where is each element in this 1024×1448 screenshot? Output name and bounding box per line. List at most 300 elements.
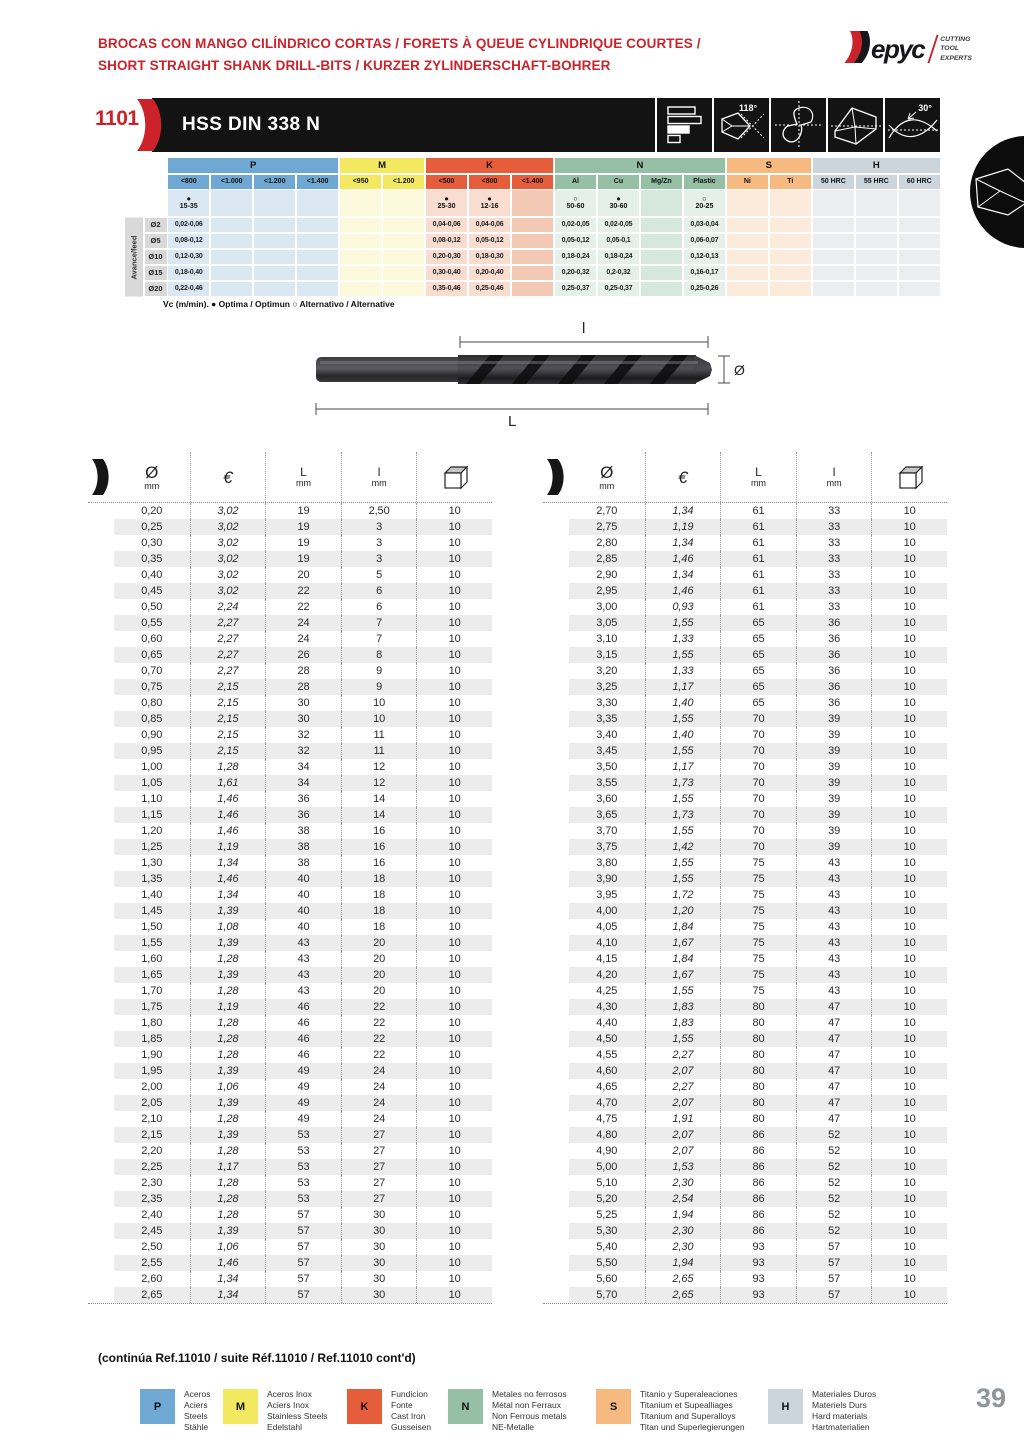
legend-label: Gusseisen <box>391 1422 432 1433</box>
cell-diameter: 4,25 <box>596 985 618 997</box>
cell-flute-length: 47 <box>796 999 872 1015</box>
feed-value-cell <box>340 266 381 281</box>
cell-price: 1,17 <box>645 759 721 775</box>
red-chevron-icon <box>137 99 166 156</box>
cell-flute-length: 39 <box>796 775 872 791</box>
legend-label: Aciers <box>184 1400 208 1411</box>
price-row <box>569 1255 947 1271</box>
banner-tech-icons <box>655 98 940 152</box>
cell-pack-qty: 10 <box>871 695 947 711</box>
cell-diameter: 2,00 <box>141 1081 163 1093</box>
legend-swatch-S: S <box>596 1389 631 1424</box>
feed-value-cell <box>899 250 940 265</box>
price-row <box>569 1271 947 1287</box>
diameter-unit: mm <box>599 480 615 491</box>
cell-diameter: 1,95 <box>141 1065 163 1077</box>
material-subheader: 55 HRC <box>856 175 897 189</box>
cell-flute-length: 52 <box>796 1143 872 1159</box>
cell-price: 1,39 <box>190 1127 266 1143</box>
cell-total-length: 65 <box>720 695 796 711</box>
cell-pack-qty: 10 <box>871 1047 947 1063</box>
cell-flute-length: 11 <box>341 727 417 743</box>
price-row <box>114 807 492 823</box>
price-row <box>114 727 492 743</box>
feed-value-cell: 0,06-0,07 <box>684 234 725 249</box>
cell-pack-qty: 10 <box>416 1191 492 1207</box>
cell-price: 2,07 <box>645 1127 721 1143</box>
price-row <box>569 583 947 599</box>
material-group-header: M <box>340 158 424 173</box>
cell-diameter: 2,05 <box>141 1097 163 1109</box>
cutting-speed-cell <box>254 190 295 216</box>
feed-value-cell <box>512 234 553 249</box>
cell-price: 2,15 <box>190 695 266 711</box>
cell-pack-qty: 10 <box>871 903 947 919</box>
cell-price: 2,24 <box>190 599 266 615</box>
cell-flute-length: 57 <box>796 1239 872 1255</box>
cutting-speed-cell <box>383 190 424 216</box>
cell-price: 1,46 <box>190 1255 266 1271</box>
price-row <box>114 887 492 903</box>
price-row <box>114 951 492 967</box>
cross-section-icon <box>769 98 826 152</box>
material-legend <box>0 1389 1024 1441</box>
price-row <box>114 551 492 567</box>
cell-pack-qty: 10 <box>416 551 492 567</box>
cell-price: 1,17 <box>645 679 721 695</box>
cutting-speed-cell <box>813 190 854 216</box>
cell-diameter: 0,65 <box>141 649 163 661</box>
price-row <box>114 903 492 919</box>
cell-total-length: 32 <box>265 743 341 759</box>
cell-flute-length: 33 <box>796 535 872 551</box>
cell-diameter: 0,55 <box>141 617 163 629</box>
cell-total-length: 70 <box>720 823 796 839</box>
cell-price: 1,55 <box>645 791 721 807</box>
cell-price: 1,39 <box>190 1095 266 1111</box>
cell-pack-qty: 10 <box>871 711 947 727</box>
cell-pack-qty: 10 <box>871 1223 947 1239</box>
material-subheader: <800 <box>168 175 209 189</box>
price-row <box>569 663 947 679</box>
legend-item-H <box>768 1389 876 1433</box>
feed-value-cell <box>254 234 295 249</box>
cell-total-length: 70 <box>720 775 796 791</box>
cell-diameter: 4,20 <box>596 969 618 981</box>
cell-pack-qty: 10 <box>871 1095 947 1111</box>
cell-price: 1,19 <box>190 839 266 855</box>
cell-total-length: 53 <box>265 1175 341 1191</box>
feed-value-cell <box>254 250 295 265</box>
diameter-unit: mm <box>144 480 160 491</box>
cutting-speed-cell <box>770 190 811 216</box>
cell-pack-qty: 10 <box>416 663 492 679</box>
cell-pack-qty: 10 <box>871 743 947 759</box>
price-row <box>569 967 947 983</box>
price-row <box>114 839 492 855</box>
cell-price: 3,02 <box>190 567 266 583</box>
cell-diameter: 3,50 <box>596 761 618 773</box>
cell-flute-length: 43 <box>796 871 872 887</box>
cell-total-length: 86 <box>720 1127 796 1143</box>
cell-flute-length: 18 <box>341 887 417 903</box>
cell-pack-qty: 10 <box>871 919 947 935</box>
cell-total-length: 70 <box>720 727 796 743</box>
cell-price: 3,02 <box>190 551 266 567</box>
cell-pack-qty: 10 <box>416 1159 492 1175</box>
cell-diameter: 1,10 <box>141 793 163 805</box>
cell-pack-qty: 10 <box>871 615 947 631</box>
legend-labels <box>812 1389 876 1433</box>
price-row <box>114 1207 492 1223</box>
price-row <box>114 535 492 551</box>
cell-diameter: 1,00 <box>141 761 163 773</box>
cell-pack-qty: 10 <box>416 615 492 631</box>
price-row <box>569 999 947 1015</box>
cell-pack-qty: 10 <box>871 839 947 855</box>
price-table-body <box>543 503 947 1304</box>
cell-total-length: 86 <box>720 1143 796 1159</box>
cell-price: 1,46 <box>190 823 266 839</box>
feed-value-cell <box>770 266 811 281</box>
cell-pack-qty: 10 <box>871 1207 947 1223</box>
cell-pack-qty: 10 <box>416 1175 492 1191</box>
cell-diameter: 0,80 <box>141 697 163 709</box>
feed-value-cell: 0,20-0,32 <box>555 266 596 281</box>
feed-value-cell <box>727 282 768 297</box>
cell-diameter: 1,75 <box>141 1001 163 1013</box>
price-row <box>114 759 492 775</box>
cell-price: 1,28 <box>190 759 266 775</box>
price-row <box>569 1079 947 1095</box>
cell-total-length: 93 <box>720 1239 796 1255</box>
price-row <box>569 1175 947 1191</box>
cell-pack-qty: 10 <box>416 759 492 775</box>
material-subheader: <1.200 <box>254 175 295 189</box>
cell-diameter: 2,30 <box>141 1177 163 1189</box>
cell-price: 1,34 <box>190 1287 266 1303</box>
cell-pack-qty: 10 <box>871 1191 947 1207</box>
cell-diameter: 4,30 <box>596 1001 618 1013</box>
feed-value-cell <box>856 250 897 265</box>
price-row <box>569 1127 947 1143</box>
cell-pack-qty: 10 <box>871 631 947 647</box>
price-row <box>114 791 492 807</box>
legend-label: Aciers Inox <box>267 1400 310 1411</box>
cell-pack-qty: 10 <box>871 567 947 583</box>
cell-price: 1,34 <box>645 503 721 519</box>
cell-flute-length: 27 <box>341 1175 417 1191</box>
cell-flute-length: 43 <box>796 919 872 935</box>
cell-diameter: 4,80 <box>596 1129 618 1141</box>
cell-diameter: 2,40 <box>141 1209 163 1221</box>
feed-value-cell: 0,05-0,1 <box>598 234 639 249</box>
cell-price: 1,55 <box>645 871 721 887</box>
feed-value-cell: 0,02-0,05 <box>598 218 639 233</box>
size-range-icon <box>655 98 712 152</box>
page-number: 39 <box>976 1383 1007 1413</box>
cell-pack-qty: 10 <box>871 1031 947 1047</box>
cell-pack-qty: 10 <box>416 1063 492 1079</box>
cell-flute-length: 30 <box>341 1255 417 1271</box>
cell-price: 1,94 <box>645 1255 721 1271</box>
cell-total-length: 40 <box>265 919 341 935</box>
cell-pack-qty: 10 <box>416 631 492 647</box>
cell-diameter: 1,30 <box>141 857 163 869</box>
cell-total-length: 75 <box>720 903 796 919</box>
cell-diameter: 3,10 <box>596 633 618 645</box>
cutting-speed-cell: ● 12-16 <box>469 190 510 216</box>
cell-pack-qty: 10 <box>871 519 947 535</box>
feed-value-cell <box>297 234 338 249</box>
price-row <box>569 1015 947 1031</box>
total-length-label: L <box>508 413 517 428</box>
cell-flute-length: 20 <box>341 935 417 951</box>
price-row <box>114 615 492 631</box>
cell-total-length: 19 <box>265 503 341 519</box>
price-row <box>569 535 947 551</box>
cell-flute-length: 16 <box>341 823 417 839</box>
price-row <box>114 855 492 871</box>
price-row <box>114 1239 492 1255</box>
feed-value-cell <box>641 218 682 233</box>
feed-value-cell <box>813 282 854 297</box>
cell-price: 1,73 <box>645 807 721 823</box>
feed-value-cell <box>727 218 768 233</box>
cell-diameter: 2,55 <box>141 1257 163 1269</box>
cell-total-length: 26 <box>265 647 341 663</box>
cell-price: 3,02 <box>190 503 266 519</box>
cell-diameter: 1,55 <box>141 937 163 949</box>
price-row <box>114 967 492 983</box>
feed-value-cell: 0,04-0,06 <box>426 218 467 233</box>
feed-value-cell <box>641 234 682 249</box>
cell-flute-length: 36 <box>796 695 872 711</box>
cell-flute-length: 30 <box>341 1223 417 1239</box>
cell-price: 3,02 <box>190 583 266 599</box>
cell-diameter: 5,20 <box>596 1193 618 1205</box>
cell-price: 1,28 <box>190 1207 266 1223</box>
cell-flute-length: 43 <box>796 855 872 871</box>
cell-total-length: 57 <box>265 1207 341 1223</box>
cell-price: 2,27 <box>645 1079 721 1095</box>
cell-diameter: 3,55 <box>596 777 618 789</box>
cell-diameter: 3,90 <box>596 873 618 885</box>
cell-total-length: 61 <box>720 567 796 583</box>
cell-pack-qty: 10 <box>416 1239 492 1255</box>
legend-swatch-H: H <box>768 1389 803 1424</box>
price-row <box>114 695 492 711</box>
feed-value-cell <box>899 266 940 281</box>
cell-diameter: 2,65 <box>141 1289 163 1301</box>
price-row <box>114 1111 492 1127</box>
flute-length-label: l <box>582 320 586 337</box>
cell-total-length: 61 <box>720 519 796 535</box>
price-row <box>114 1223 492 1239</box>
cell-diameter: 2,60 <box>141 1273 163 1285</box>
price-row <box>114 1127 492 1143</box>
cell-diameter: 3,75 <box>596 841 618 853</box>
price-row <box>114 999 492 1015</box>
cell-flute-length: 47 <box>796 1047 872 1063</box>
price-row <box>114 1143 492 1159</box>
cell-pack-qty: 10 <box>416 1255 492 1271</box>
material-subheader: 50 HRC <box>813 175 854 189</box>
cell-price: 1,06 <box>190 1239 266 1255</box>
legend-label: Titanio y Superaleaciones <box>640 1389 738 1399</box>
cell-diameter: 5,40 <box>596 1241 618 1253</box>
feed-value-cell <box>770 250 811 265</box>
price-row <box>114 1191 492 1207</box>
legend-labels <box>184 1389 210 1433</box>
euro-symbol: € <box>678 467 688 487</box>
price-row <box>569 1111 947 1127</box>
cell-diameter: 2,90 <box>596 569 618 581</box>
cell-total-length: 75 <box>720 967 796 983</box>
cell-diameter: 1,25 <box>141 841 163 853</box>
cell-diameter: 4,10 <box>596 937 618 949</box>
price-row <box>569 839 947 855</box>
cell-diameter: 2,45 <box>141 1225 163 1237</box>
cell-diameter: 1,35 <box>141 873 163 885</box>
col-header-total-length <box>265 452 341 502</box>
price-row <box>569 711 947 727</box>
cell-total-length: 61 <box>720 583 796 599</box>
cutting-speed-cell <box>297 190 338 216</box>
feed-value-cell <box>770 218 811 233</box>
cell-diameter: 4,75 <box>596 1113 618 1125</box>
price-row <box>569 1095 947 1111</box>
cell-total-length: 75 <box>720 919 796 935</box>
feed-value-cell <box>254 266 295 281</box>
cell-diameter: 3,95 <box>596 889 618 901</box>
cell-pack-qty: 10 <box>871 1239 947 1255</box>
cell-total-length: 57 <box>265 1271 341 1287</box>
feed-value-cell: 0,02-0,06 <box>168 218 209 233</box>
total-length-symbol: L <box>300 465 307 479</box>
cell-pack-qty: 10 <box>416 1223 492 1239</box>
cell-total-length: 80 <box>720 1063 796 1079</box>
cell-flute-length: 27 <box>341 1143 417 1159</box>
cell-price: 1,40 <box>645 727 721 743</box>
legend-label: Materiels Durs <box>812 1400 867 1411</box>
cell-total-length: 40 <box>265 903 341 919</box>
cell-flute-length: 43 <box>796 887 872 903</box>
price-row <box>569 1223 947 1239</box>
cell-flute-length: 33 <box>796 519 872 535</box>
cell-total-length: 49 <box>265 1095 341 1111</box>
feed-value-cell: 0,05-0,12 <box>555 234 596 249</box>
cell-pack-qty: 10 <box>416 743 492 759</box>
cell-flute-length: 20 <box>341 983 417 999</box>
cell-diameter: 3,35 <box>596 713 618 725</box>
cell-price: 1,61 <box>190 775 266 791</box>
price-row <box>114 935 492 951</box>
cell-total-length: 70 <box>720 807 796 823</box>
cutting-speed-cell <box>727 190 768 216</box>
cell-flute-length: 7 <box>341 631 417 647</box>
cell-diameter: 1,90 <box>141 1049 163 1061</box>
cell-price: 1,28 <box>190 1047 266 1063</box>
legend-labels <box>267 1389 327 1433</box>
feed-value-cell: 0,05-0,12 <box>469 234 510 249</box>
feed-value-cell: 0,18-0,40 <box>168 266 209 281</box>
material-subheader: Mg/Zn <box>641 175 682 189</box>
cell-price: 2,15 <box>190 679 266 695</box>
material-subheader: Cu <box>598 175 639 189</box>
price-row <box>569 871 947 887</box>
cell-price: 1,06 <box>190 1079 266 1095</box>
feed-value-cell: 0,30-0,40 <box>426 266 467 281</box>
cell-pack-qty: 10 <box>416 807 492 823</box>
cell-diameter: 0,75 <box>141 681 163 693</box>
product-ref-number: 1101 <box>95 107 139 130</box>
cell-diameter: 5,70 <box>596 1289 618 1301</box>
page-title-line2: SHORT STRAIGHT SHANK DRILL-BITS / KURZER ZYLINDERSCHAFT-BOHRER <box>98 58 611 74</box>
point-angle-118-icon <box>712 98 769 152</box>
cell-flute-length: 33 <box>796 503 872 519</box>
cell-price: 1,08 <box>190 919 266 935</box>
cell-pack-qty: 10 <box>871 1015 947 1031</box>
cell-flute-length: 39 <box>796 839 872 855</box>
cell-pack-qty: 10 <box>871 647 947 663</box>
price-table-left <box>88 452 492 1304</box>
cell-total-length: 38 <box>265 855 341 871</box>
cell-price: 1,28 <box>190 951 266 967</box>
price-row <box>114 567 492 583</box>
cell-flute-length: 10 <box>341 711 417 727</box>
cell-diameter: 3,25 <box>596 681 618 693</box>
cell-total-length: 46 <box>265 999 341 1015</box>
cell-pack-qty: 10 <box>871 807 947 823</box>
tagline-line: EXPERTS <box>940 54 972 62</box>
cell-pack-qty: 10 <box>416 983 492 999</box>
cell-price: 2,27 <box>645 1047 721 1063</box>
vc-footnote: Vc (m/min). ● Optima / Optimun ○ Alternativo / Alternative <box>163 299 395 309</box>
cell-total-length: 57 <box>265 1239 341 1255</box>
price-table-header <box>88 452 492 503</box>
cell-flute-length: 43 <box>796 967 872 983</box>
price-row <box>569 567 947 583</box>
cell-price: 1,55 <box>645 615 721 631</box>
price-row <box>569 631 947 647</box>
cell-price: 2,27 <box>190 663 266 679</box>
cell-pack-qty: 10 <box>416 999 492 1015</box>
price-row <box>569 679 947 695</box>
legend-label: Aceros Inox <box>267 1389 312 1399</box>
cell-diameter: 4,70 <box>596 1097 618 1109</box>
cell-price: 2,15 <box>190 743 266 759</box>
price-row <box>114 919 492 935</box>
feed-value-cell <box>340 218 381 233</box>
cell-flute-length: 39 <box>796 791 872 807</box>
cell-diameter: 4,60 <box>596 1065 618 1077</box>
feed-value-cell <box>770 234 811 249</box>
cell-total-length: 86 <box>720 1191 796 1207</box>
cell-diameter: 1,65 <box>141 969 163 981</box>
cell-pack-qty: 10 <box>416 647 492 663</box>
cell-total-length: 38 <box>265 823 341 839</box>
price-row <box>114 631 492 647</box>
cell-total-length: 70 <box>720 791 796 807</box>
feed-value-cell: 0,08-0,12 <box>426 234 467 249</box>
cell-pack-qty: 10 <box>871 999 947 1015</box>
feed-value-cell <box>512 218 553 233</box>
total-length-symbol: L <box>755 465 762 479</box>
feed-value-cell: 0,35-0,46 <box>426 282 467 297</box>
cell-total-length: 20 <box>265 567 341 583</box>
col-header-diameter <box>569 452 645 502</box>
